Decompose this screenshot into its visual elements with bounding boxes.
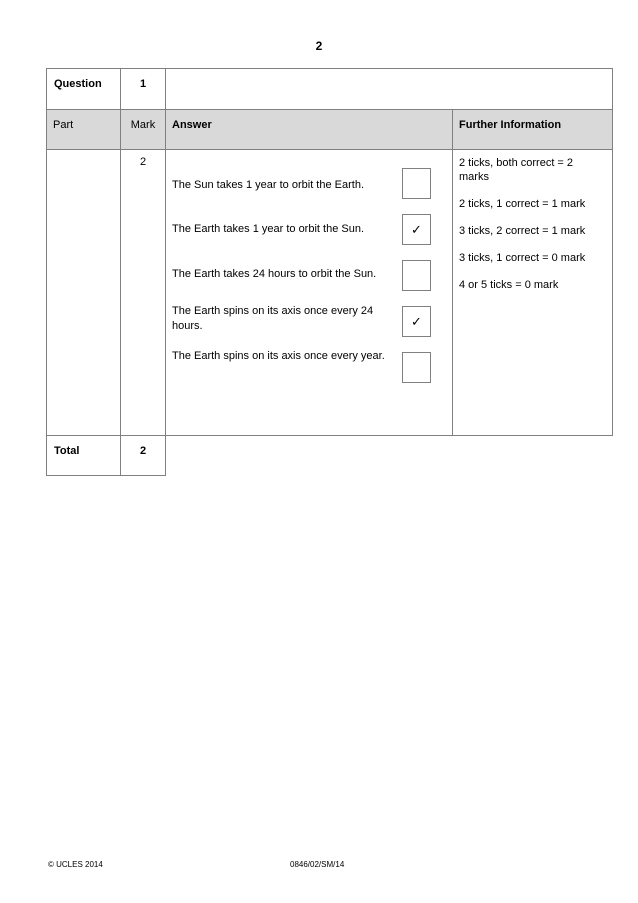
further-information-cell [453,150,613,436]
row-mark: 2 [121,150,166,436]
tick-box-3 [402,260,431,291]
total-row [47,436,613,476]
tick-box-5 [402,352,431,383]
footer-copyright: © UCLES 2014 [48,860,103,869]
info-line-1: 2 ticks, both correct = 2 marks [459,157,574,183]
statement-1: The Sun takes 1 year to orbit the Earth. [172,179,364,191]
part-cell [47,150,121,436]
footer-code: 0846/02/SM/14 [290,860,345,869]
header-answer: Answer [166,110,453,150]
header-further-information: Further Information [453,110,613,150]
mark-scheme-table [46,68,613,476]
tick-box-2: ✓ [402,214,431,245]
statement-4: The Earth spins on its axis once every 24 hours. [172,305,374,332]
question-number: 1 [121,69,166,110]
question-empty-cell [166,69,613,110]
page-number: 2 [315,39,323,53]
info-line-5: 4 or 5 ticks = 0 mark [459,279,559,291]
total-mark: 2 [121,436,166,476]
statement-5: The Earth spins on its axis once every year. [172,350,385,362]
question-label: Question [47,69,121,110]
question-row [47,69,613,110]
total-label: Total [47,436,121,476]
answer-cell [166,150,453,436]
header-mark: Mark [121,110,166,150]
answer-row [47,150,613,436]
header-row [47,110,613,150]
tick-box-4: ✓ [402,306,431,337]
statement-2: The Earth takes 1 year to orbit the Sun. [172,223,364,235]
info-line-4: 3 ticks, 1 correct = 0 mark [459,252,586,264]
total-empty-cell [166,436,613,476]
header-part: Part [47,110,121,150]
info-line-3: 3 ticks, 2 correct = 1 mark [459,225,586,237]
tick-box-1 [402,168,431,199]
statement-3: The Earth takes 24 hours to orbit the Sun. [172,268,377,280]
info-line-2: 2 ticks, 1 correct = 1 mark [459,198,586,210]
